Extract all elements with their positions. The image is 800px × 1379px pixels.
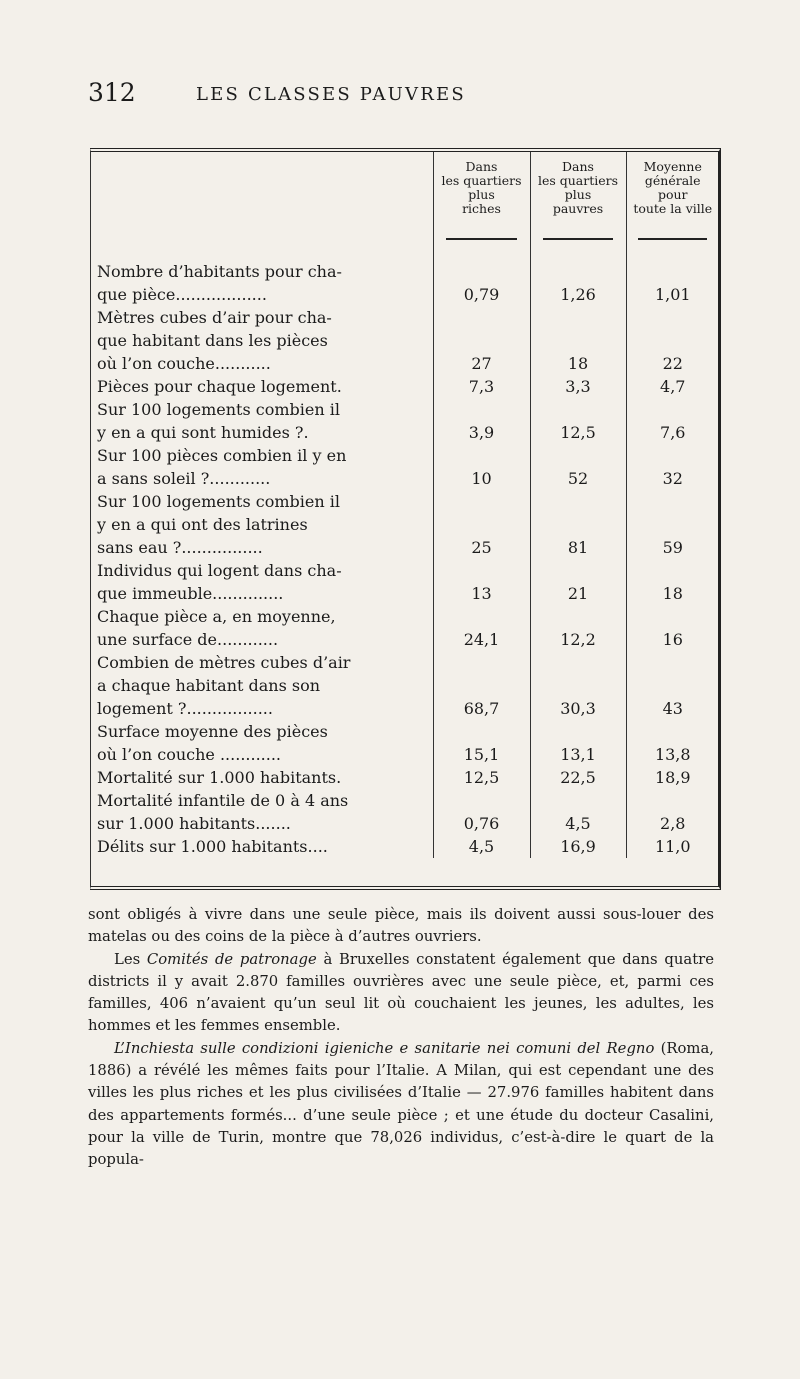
value-cell: 4,5 (530, 789, 626, 835)
paragraph-text: à Bruxelles constatent également que dans quatre districts il y avait 2.870 familles ouvrières avec une seule pièce, et, parmi ces familles, 406 n’avaient qu’un seul lit où couchaient les jeunes, les adultes, les hommes et les femmes ensemble. (88, 950, 714, 1035)
paragraph (88, 1038, 714, 1172)
italic-title: L’Inchiesta sulle condizioni igieniche e sanitarie nei comuni del Regno (114, 1039, 655, 1057)
value-cell: 18 (626, 559, 719, 605)
row-label (91, 789, 433, 835)
value-cell: 12,5 (530, 398, 626, 444)
value-cell: 0,79 (433, 260, 530, 306)
value-cell: 13,8 (626, 720, 719, 766)
table-row (91, 605, 719, 651)
table-row (91, 835, 719, 858)
value-cell: 21 (530, 559, 626, 605)
value-cell: 68,7 (433, 651, 530, 720)
value-cell: 7,6 (626, 398, 719, 444)
row-label (91, 306, 433, 375)
table-row (91, 559, 719, 605)
value-cell: 13,1 (530, 720, 626, 766)
row-label-line: sans eau ?................ (97, 538, 263, 557)
row-label-line: Sur 100 logements combien il (97, 400, 340, 419)
column-header-line: Dans (465, 159, 498, 174)
column-header-line: pour (657, 187, 688, 202)
row-label (91, 720, 433, 766)
row-label-line: Mortalité sur 1.000 habitants. (97, 768, 342, 787)
page-number: 312 (88, 78, 136, 107)
value-cell: 16 (626, 605, 719, 651)
italic-title: Comités de patronage (146, 950, 317, 968)
row-label-line: Surface moyenne des pièces (97, 722, 328, 741)
row-label-line: une surface de............ (97, 630, 279, 649)
value-cell: 43 (626, 651, 719, 720)
column-header-rich (433, 152, 530, 260)
column-header-line: générale (644, 173, 701, 188)
table-row (91, 766, 719, 789)
table-row (91, 306, 719, 375)
row-label-line: a chaque habitant dans son (97, 676, 321, 695)
statistics-table-frame (90, 148, 721, 890)
row-label-line: Mètres cubes d’air pour cha- (97, 308, 332, 327)
row-label-line: que habitant dans les pièces (97, 331, 328, 350)
table-row (91, 651, 719, 720)
value-cell: 25 (433, 490, 530, 559)
value-cell: 15,1 (433, 720, 530, 766)
value-cell: 22 (626, 306, 719, 375)
page-header (88, 78, 708, 118)
body-text (88, 904, 714, 1172)
value-cell: 12,2 (530, 605, 626, 651)
value-cell: 16,9 (530, 835, 626, 858)
row-label-line: sur 1.000 habitants....... (97, 814, 291, 833)
value-cell: 1,01 (626, 260, 719, 306)
value-cell: 12,5 (433, 766, 530, 789)
column-header-line: pauvres (552, 201, 604, 216)
value-cell: 52 (530, 444, 626, 490)
row-label-line: Nombre d’habitants pour cha- (97, 262, 342, 281)
row-label-line: logement ?................. (97, 699, 273, 718)
paragraph-text: sont obligés à vivre dans une seule pièce, mais ils doivent aussi sous-louer des matelas ou des coins de la pièce à d’autres ouvriers. (88, 906, 714, 946)
column-header-line: Dans (562, 159, 594, 174)
paragraph-text: (Roma, 1886) a révélé les mêmes faits pour l’Italie. A Milan, qui est cependant une des villes les plus riches et les plus civilisées d’Italie — 27.976 familles habitent dans des appartements formés... d’une seule pièce ; et une étude du docteur Casalini, pour la ville de Turin, montre que 78,026 individus, c’est-à-dire le quart de la popula- (88, 1039, 714, 1169)
column-header-line: Moyenne (643, 159, 702, 174)
table-row (91, 375, 719, 398)
value-cell: 4,5 (433, 835, 530, 858)
row-label-line: Mortalité infantile de 0 à 4 ans (97, 791, 349, 810)
row-label-line: Sur 100 logements combien il (97, 492, 340, 511)
table-row (91, 720, 719, 766)
row-label-line: y en a qui sont humides ?. (97, 423, 309, 442)
row-label (91, 651, 433, 720)
row-label (91, 375, 433, 398)
column-header-line: les quartiers (441, 173, 522, 188)
value-cell: 11,0 (626, 835, 719, 858)
table-body (91, 260, 719, 858)
value-cell: 18,9 (626, 766, 719, 789)
row-label (91, 766, 433, 789)
header-rule (446, 238, 518, 240)
paragraph-text: Les (114, 950, 147, 968)
row-label (91, 835, 433, 858)
table-row (91, 260, 719, 306)
column-header-poor (530, 152, 626, 260)
value-cell: 0,76 (433, 789, 530, 835)
value-cell: 18 (530, 306, 626, 375)
running-title: LES CLASSES PAUVRES (196, 84, 466, 105)
value-cell: 3,3 (530, 375, 626, 398)
paragraph (88, 949, 714, 1038)
row-label-line: Combien de mètres cubes d’air (97, 653, 351, 672)
row-label (91, 398, 433, 444)
row-label-line: que pièce.................. (97, 285, 267, 304)
table-header-row (91, 152, 719, 260)
statistics-table (91, 152, 719, 858)
column-header-line: plus (468, 187, 495, 202)
row-label-line: Pièces pour chaque logement. (97, 377, 342, 396)
row-label (91, 559, 433, 605)
row-label-line: Chaque pièce a, en moyenne, (97, 607, 336, 626)
value-cell: 1,26 (530, 260, 626, 306)
value-cell: 22,5 (530, 766, 626, 789)
column-header-average (626, 152, 719, 260)
row-label-line: a sans soleil ?............ (97, 469, 271, 488)
row-label (91, 490, 433, 559)
value-cell: 3,9 (433, 398, 530, 444)
row-label-line: Individus qui logent dans cha- (97, 561, 342, 580)
row-label-line: Sur 100 pièces combien il y en (97, 446, 347, 465)
value-cell: 81 (530, 490, 626, 559)
value-cell: 30,3 (530, 651, 626, 720)
row-label (91, 444, 433, 490)
row-label-line: où l’on couche........... (97, 354, 271, 373)
label-column-header (91, 152, 433, 260)
column-header-line: toute la ville (633, 201, 713, 216)
header-rule (543, 238, 614, 240)
row-label (91, 260, 433, 306)
column-header-line: riches (462, 201, 501, 216)
table-row (91, 444, 719, 490)
paragraph (88, 904, 714, 949)
value-cell: 24,1 (433, 605, 530, 651)
value-cell: 4,7 (626, 375, 719, 398)
value-cell: 2,8 (626, 789, 719, 835)
table-row (91, 789, 719, 835)
row-label-line: y en a qui ont des latrines (97, 515, 308, 534)
table-row (91, 398, 719, 444)
table-row (91, 490, 719, 559)
value-cell: 32 (626, 444, 719, 490)
value-cell: 7,3 (433, 375, 530, 398)
row-label-line: Délits sur 1.000 habitants.... (97, 837, 328, 856)
value-cell: 27 (433, 306, 530, 375)
column-header-line: plus (564, 187, 592, 202)
row-label (91, 605, 433, 651)
value-cell: 13 (433, 559, 530, 605)
row-label-line: que immeuble.............. (97, 584, 284, 603)
value-cell: 59 (626, 490, 719, 559)
header-rule (638, 238, 707, 240)
row-label-line: où l’on couche ............ (97, 745, 281, 764)
value-cell: 10 (433, 444, 530, 490)
column-header-line: les quartiers (537, 173, 619, 188)
